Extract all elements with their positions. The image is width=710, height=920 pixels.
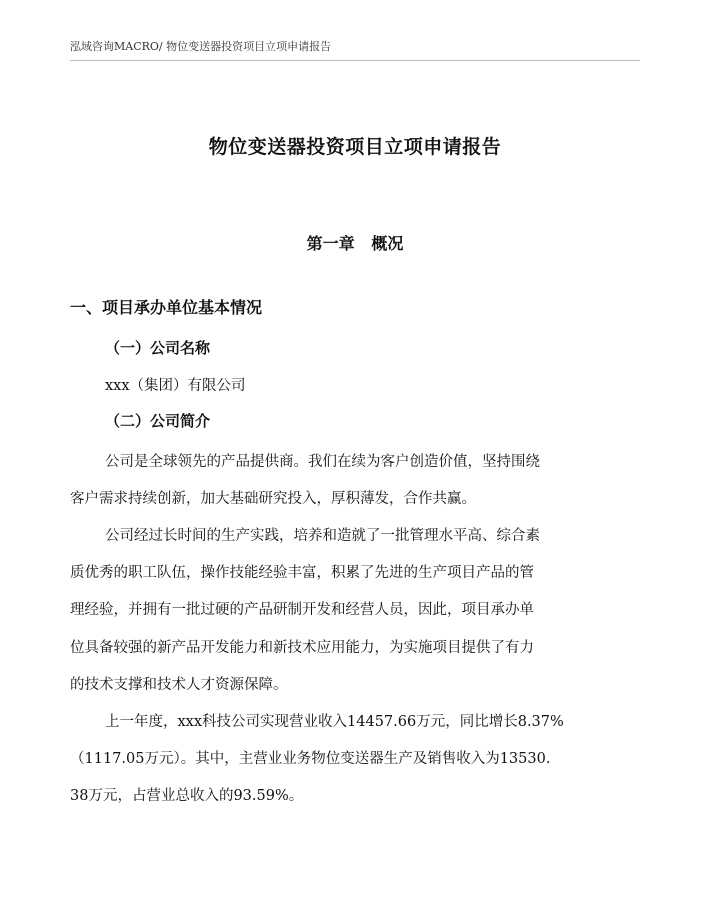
paragraph-line: 公司是全球领先的产品提供商。我们在续为客户创造价值，坚持围绕 <box>105 454 540 470</box>
paragraph-line: （1117.05万元）。其中，主营业业务物位变送器生产及销售收入为13530. <box>70 751 551 767</box>
running-header: 泓域咨询MACRO/ 物位变送器投资项目立项申请报告 <box>70 40 332 53</box>
paragraph-line: 客户需求持续创新，加大基础研究投入，厚积薄发，合作共赢。 <box>70 491 476 507</box>
company-name-text: xxx（集团）有限公司 <box>105 378 246 394</box>
paragraph-line: 质优秀的职工队伍，操作技能经验丰富，积累了先进的生产项目产品的管 <box>70 565 534 581</box>
paragraph-line: 上一年度，xxx科技公司实现营业收入14457.66万元，同比增长8.37% <box>105 714 564 730</box>
paragraph-line: 理经验，并拥有一批过硬的产品研制开发和经营人员，因此，项目承办单 <box>70 602 534 618</box>
header-divider <box>70 60 640 61</box>
subsection-heading-company-name: （一）公司名称 <box>105 339 211 357</box>
chapter-title: 第一章 概况 <box>306 234 404 253</box>
paragraph-line: 位具备较强的新产品开发能力和新技术应用能力，为实施项目提供了有力 <box>70 640 534 656</box>
section-heading: 一、项目承办单位基本情况 <box>70 298 263 317</box>
paragraph-line: 38万元，占营业总收入的93.59%。 <box>70 788 304 804</box>
document-title: 物位变送器投资项目立项申请报告 <box>208 136 502 158</box>
subsection-heading-company-profile: （二）公司简介 <box>105 412 211 430</box>
paragraph-line: 的技术支撑和技术人才资源保障。 <box>70 677 288 693</box>
paragraph-line: 公司经过长时间的生产实践，培养和造就了一批管理水平高、综合素 <box>105 528 540 544</box>
